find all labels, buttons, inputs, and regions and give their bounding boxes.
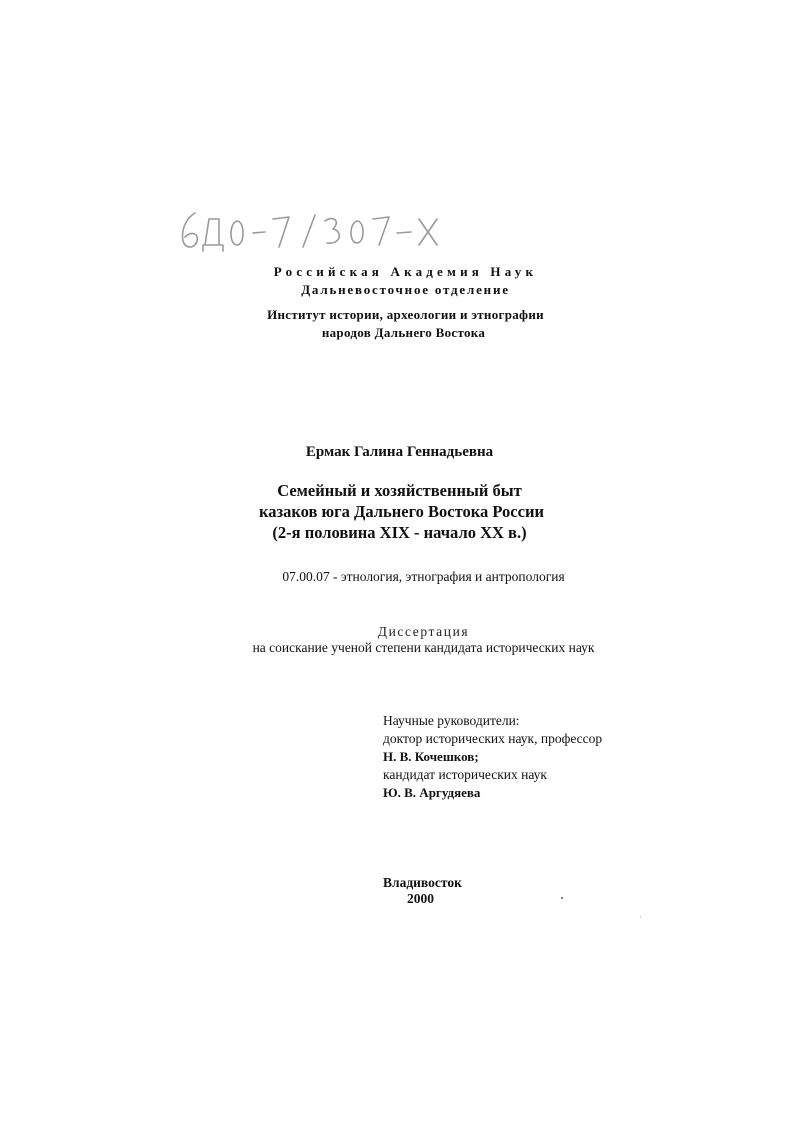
- specialty-code: 07.00.07 - этнология, этнография и антропология: [282, 569, 565, 584]
- author-name: Ермак Галина Геннадьевна: [305, 444, 494, 460]
- branch-name: Дальневосточное отделение: [301, 282, 510, 297]
- advisor1-name: Н. В. Кочешков;: [383, 749, 479, 764]
- degree-statement: на соискание ученой степени кандидата исторических наук: [252, 640, 595, 655]
- institute-name: Институт истории, археологии и этнографии: [267, 307, 544, 322]
- handwritten-archive-mark: [175, 205, 460, 255]
- advisor2-title: кандидат исторических наук: [383, 767, 547, 782]
- dissertation-label: Диссертация: [377, 624, 470, 639]
- dissertation-title-line3: (2-я половина XIX - начало XX в.): [272, 523, 527, 542]
- academy-name: Российская Академия Наук: [273, 264, 538, 279]
- advisor2-name: Ю. В. Аргудяева: [383, 785, 481, 800]
- dissertation-title-line2: казаков юга Дальнего Востока России: [259, 502, 544, 521]
- institute-name-continued: народов Дальнего Востока: [321, 325, 486, 340]
- advisor1-title: доктор исторических наук, профессор: [383, 731, 603, 746]
- scan-speck: [561, 897, 563, 899]
- scan-speck: [640, 916, 641, 917]
- city: Владивосток: [383, 875, 462, 890]
- dissertation-title-line1: Семейный и хозяйственный быт: [277, 481, 522, 500]
- advisors-block: [383, 712, 602, 802]
- year: 2000: [407, 891, 434, 906]
- advisors-heading: Научные руководители:: [383, 713, 520, 728]
